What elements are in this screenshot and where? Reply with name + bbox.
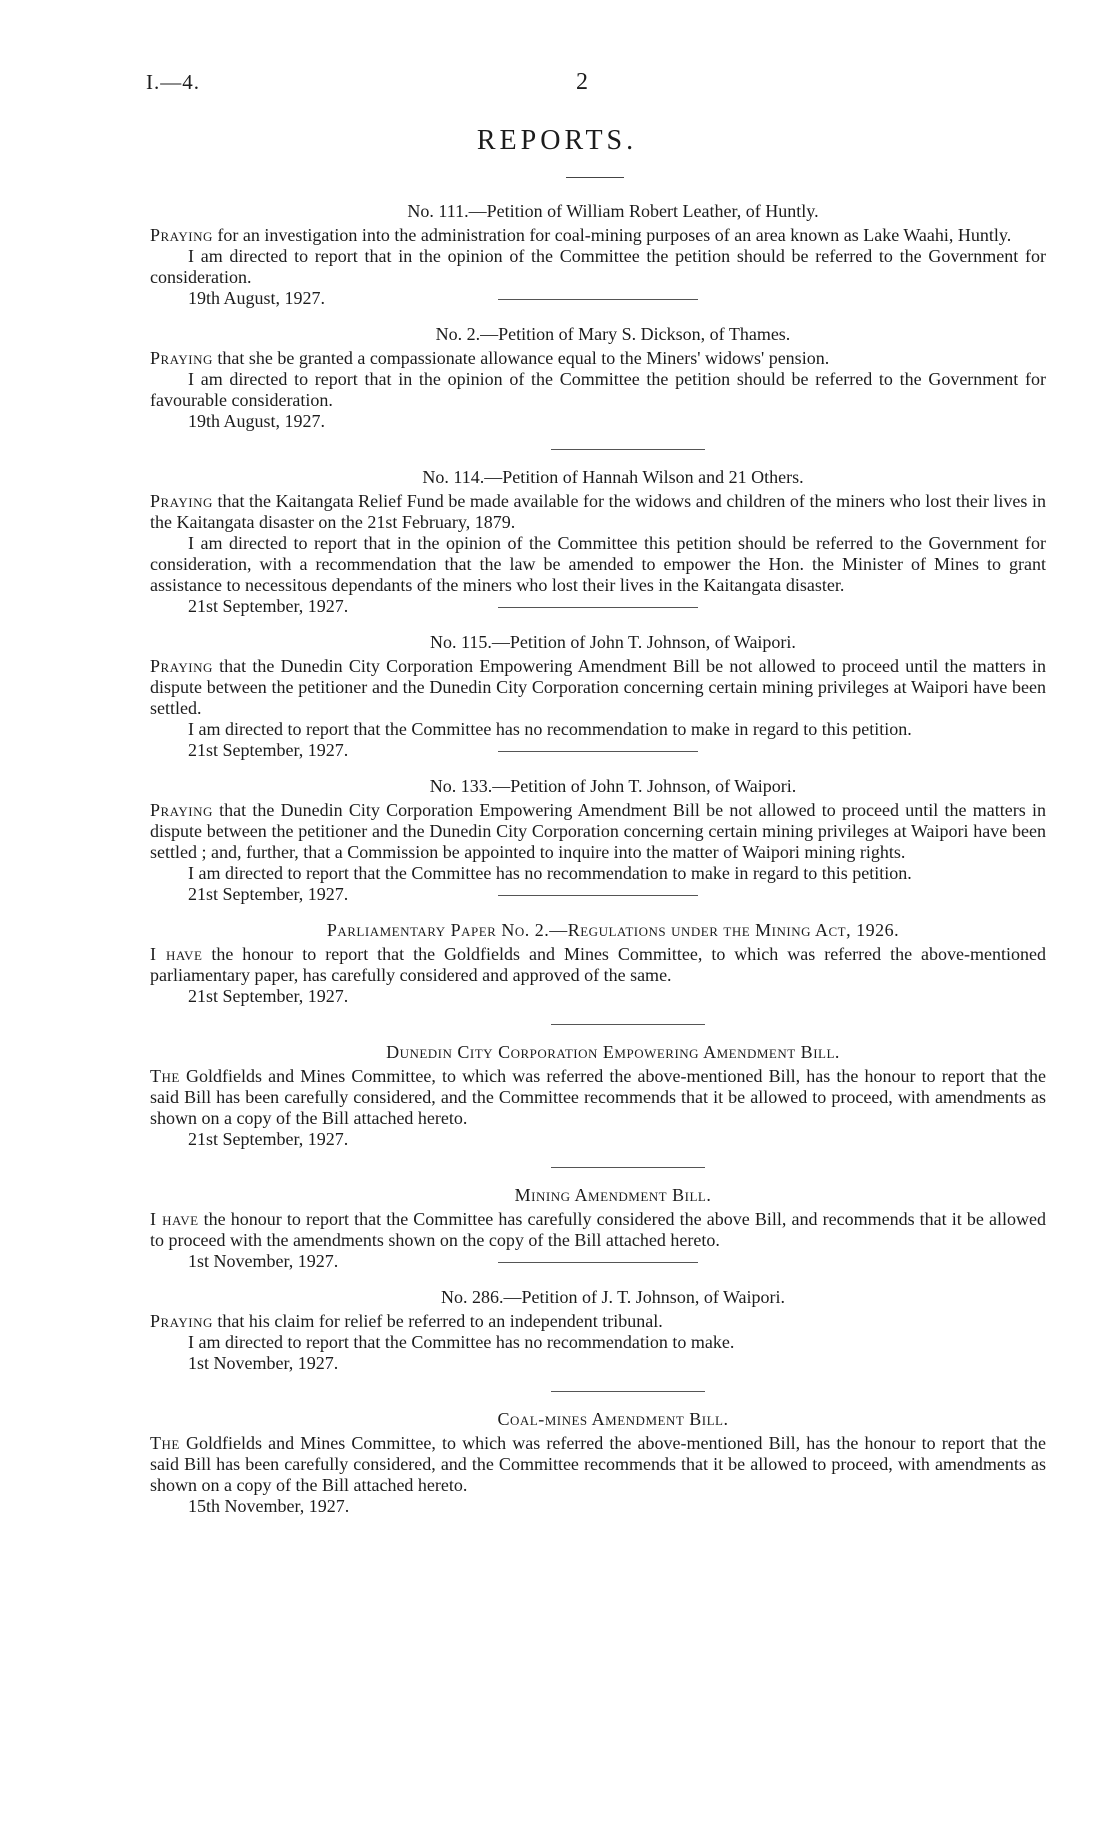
report-section-114 xyxy=(150,466,1046,617)
report-date: 15th November, 1927. xyxy=(188,1496,350,1516)
page-header xyxy=(0,69,1114,98)
praying-text: that the Dunedin City Corporation Empowering Amendment Bill be not allowed to proceed until the matters in dispute between the petitioner and the Dunedin City Corporation concerning certain mining privileges at Waipori have been settled. xyxy=(150,656,1047,718)
report-paragraph: I am directed to report that the Committee has no recommendation to make in regard to this petition. xyxy=(188,719,912,739)
title-rule xyxy=(566,177,624,178)
report-section-115 xyxy=(150,631,1046,761)
report-section-mining-bill xyxy=(150,1184,1046,1272)
praying-paragraph xyxy=(150,656,1046,719)
praying-lead: Praying xyxy=(150,348,213,368)
praying-paragraph xyxy=(150,800,1046,863)
page-title: REPORTS. xyxy=(476,125,638,156)
report-date xyxy=(150,740,1046,761)
report-section-2 xyxy=(150,323,1046,432)
report-date-text: 19th August, 1927. xyxy=(188,288,326,308)
praying-text: that the Kaitangata Relief Fund be made available for the widows and children of the miners who lost their lives in the Kaitangata disaster on the 21st February, 1879. xyxy=(150,491,1046,532)
praying-lead: Praying xyxy=(150,656,213,676)
report-date-text: 21st September, 1927. xyxy=(188,596,349,616)
report-date-text: 21st September, 1927. xyxy=(188,884,349,904)
section-divider xyxy=(551,449,705,450)
section-heading: No. 115.—Petition of John T. Johnson, of Waipori. xyxy=(430,632,796,652)
date-rule xyxy=(498,895,698,896)
report-section-parliamentary-paper xyxy=(150,919,1046,1007)
report-date: 19th August, 1927. xyxy=(188,411,326,431)
section-divider xyxy=(551,1167,705,1168)
report-section-133 xyxy=(150,775,1046,905)
report-date-text: 1st November, 1927. xyxy=(188,1251,339,1271)
praying-text: that his claim for relief be referred to an independent tribunal. xyxy=(217,1311,663,1331)
report-text: Goldfields and Mines Committee, to which was referred the above-mentioned Bill, has the honour to report that the said Bill has been carefully considered, and the Committee recommends that it be allowed to proceed, with amendments as shown on a copy of the Bill attached hereto. xyxy=(150,1066,1047,1128)
section-heading: No. 286.—Petition of J. T. Johnson, of Waipori. xyxy=(440,1287,786,1307)
report-paragraph: I am directed to report that in the opinion of the Committee the petition should be referred to the Government for favourable consideration. xyxy=(150,369,1046,410)
section-heading: Dunedin City Corporation Empowering Amendment Bill. xyxy=(386,1042,840,1062)
report-date xyxy=(150,288,1046,309)
report-section-coal-mines-bill xyxy=(150,1408,1046,1517)
praying-paragraph xyxy=(150,491,1046,533)
report-paragraph: I am directed to report that in the opinion of the Committee the petition should be referred to the Government for consideration. xyxy=(150,246,1046,287)
section-heading: No. 111.—Petition of William Robert Leather, of Huntly. xyxy=(407,201,819,221)
praying-lead: Praying xyxy=(150,491,213,511)
date-rule xyxy=(498,1262,698,1263)
report-lead: The xyxy=(150,1066,180,1086)
praying-lead: Praying xyxy=(150,225,213,245)
report-lead: The xyxy=(150,1433,180,1453)
report-paragraph xyxy=(150,1209,1046,1251)
report-date: 1st November, 1927. xyxy=(188,1353,339,1373)
report-paragraph xyxy=(150,1433,1046,1496)
praying-paragraph xyxy=(150,1311,1046,1332)
page-number: 2 xyxy=(576,69,588,95)
report-text: Goldfields and Mines Committee, to which was referred the above-mentioned Bill, has the honour to report that the said Bill has been carefully considered, and the Committee recommends that it be allowed to proceed, with amendments as shown on a copy of the Bill attached hereto. xyxy=(150,1433,1047,1495)
section-heading: Parliamentary Paper No. 2.—Regulations under the Mining Act, 1926. xyxy=(326,920,900,940)
reports-body xyxy=(150,200,1046,1517)
report-lead: I have xyxy=(150,1209,199,1229)
section-divider xyxy=(551,1391,705,1392)
report-paragraph xyxy=(150,944,1046,986)
praying-text: that the Dunedin City Corporation Empowering Amendment Bill be not allowed to proceed until the matters in dispute between the petitioner and the Dunedin City Corporation concerning certain mining privileges at Waipori have been settled ; and, further, that a Commission be appointed to inquire into the matter of Waipori mining rights. xyxy=(150,800,1047,862)
report-paragraph: I am directed to report that the Committee has no recommendation to make in regard to this petition. xyxy=(188,863,912,883)
section-heading: Mining Amendment Bill. xyxy=(514,1185,712,1205)
page-reference: I.—4. xyxy=(146,70,200,94)
praying-text: that she be granted a compassionate allowance equal to the Miners' widows' pension. xyxy=(217,348,830,368)
praying-lead: Praying xyxy=(150,1311,213,1331)
report-paragraph xyxy=(150,1066,1046,1129)
report-date: 21st September, 1927. xyxy=(188,986,349,1006)
report-date xyxy=(150,884,1046,905)
report-section-111 xyxy=(150,200,1046,309)
report-date xyxy=(150,1251,1046,1272)
date-rule xyxy=(498,751,698,752)
date-rule xyxy=(498,299,698,300)
report-text: the honour to report that the Goldfields and Mines Committee, to which was referred the above-mentioned parliamentary paper, has carefully considered and approved of the same. xyxy=(150,944,1046,985)
section-divider xyxy=(551,1024,705,1025)
praying-lead: Praying xyxy=(150,800,213,820)
date-rule xyxy=(498,607,698,608)
report-section-dunedin-bill xyxy=(150,1041,1046,1150)
praying-paragraph xyxy=(150,348,1046,369)
section-heading: No. 114.—Petition of Hannah Wilson and 21 Others. xyxy=(422,467,804,487)
section-heading: Coal-mines Amendment Bill. xyxy=(497,1409,729,1429)
report-lead: I have xyxy=(150,944,203,964)
report-section-286 xyxy=(150,1286,1046,1374)
report-date-text: 21st September, 1927. xyxy=(188,740,349,760)
report-date: 21st September, 1927. xyxy=(188,1129,349,1149)
praying-text: for an investigation into the administration for coal-mining purposes of an area known as Lake Waahi, Huntly. xyxy=(217,225,1012,245)
report-text: the honour to report that the Committee has carefully considered the above Bill, and recommends that it be allowed to proceed with the amendments shown on the copy of the Bill attached hereto. xyxy=(150,1209,1046,1250)
report-paragraph: I am directed to report that in the opinion of the Committee this petition should be referred to the Government for consideration, with a recommendation that the law be amended to empower the Hon. the Minister of Mines to grant assistance to necessitous dependants of the miners who lost their lives in the Kaitangata disaster. xyxy=(150,533,1046,595)
section-heading: No. 133.—Petition of John T. Johnson, of Waipori. xyxy=(429,776,797,796)
praying-paragraph xyxy=(150,225,1046,246)
section-heading: No. 2.—Petition of Mary S. Dickson, of Thames. xyxy=(435,324,791,344)
report-date xyxy=(150,596,1046,617)
report-paragraph: I am directed to report that the Committee has no recommendation to make. xyxy=(188,1332,735,1352)
